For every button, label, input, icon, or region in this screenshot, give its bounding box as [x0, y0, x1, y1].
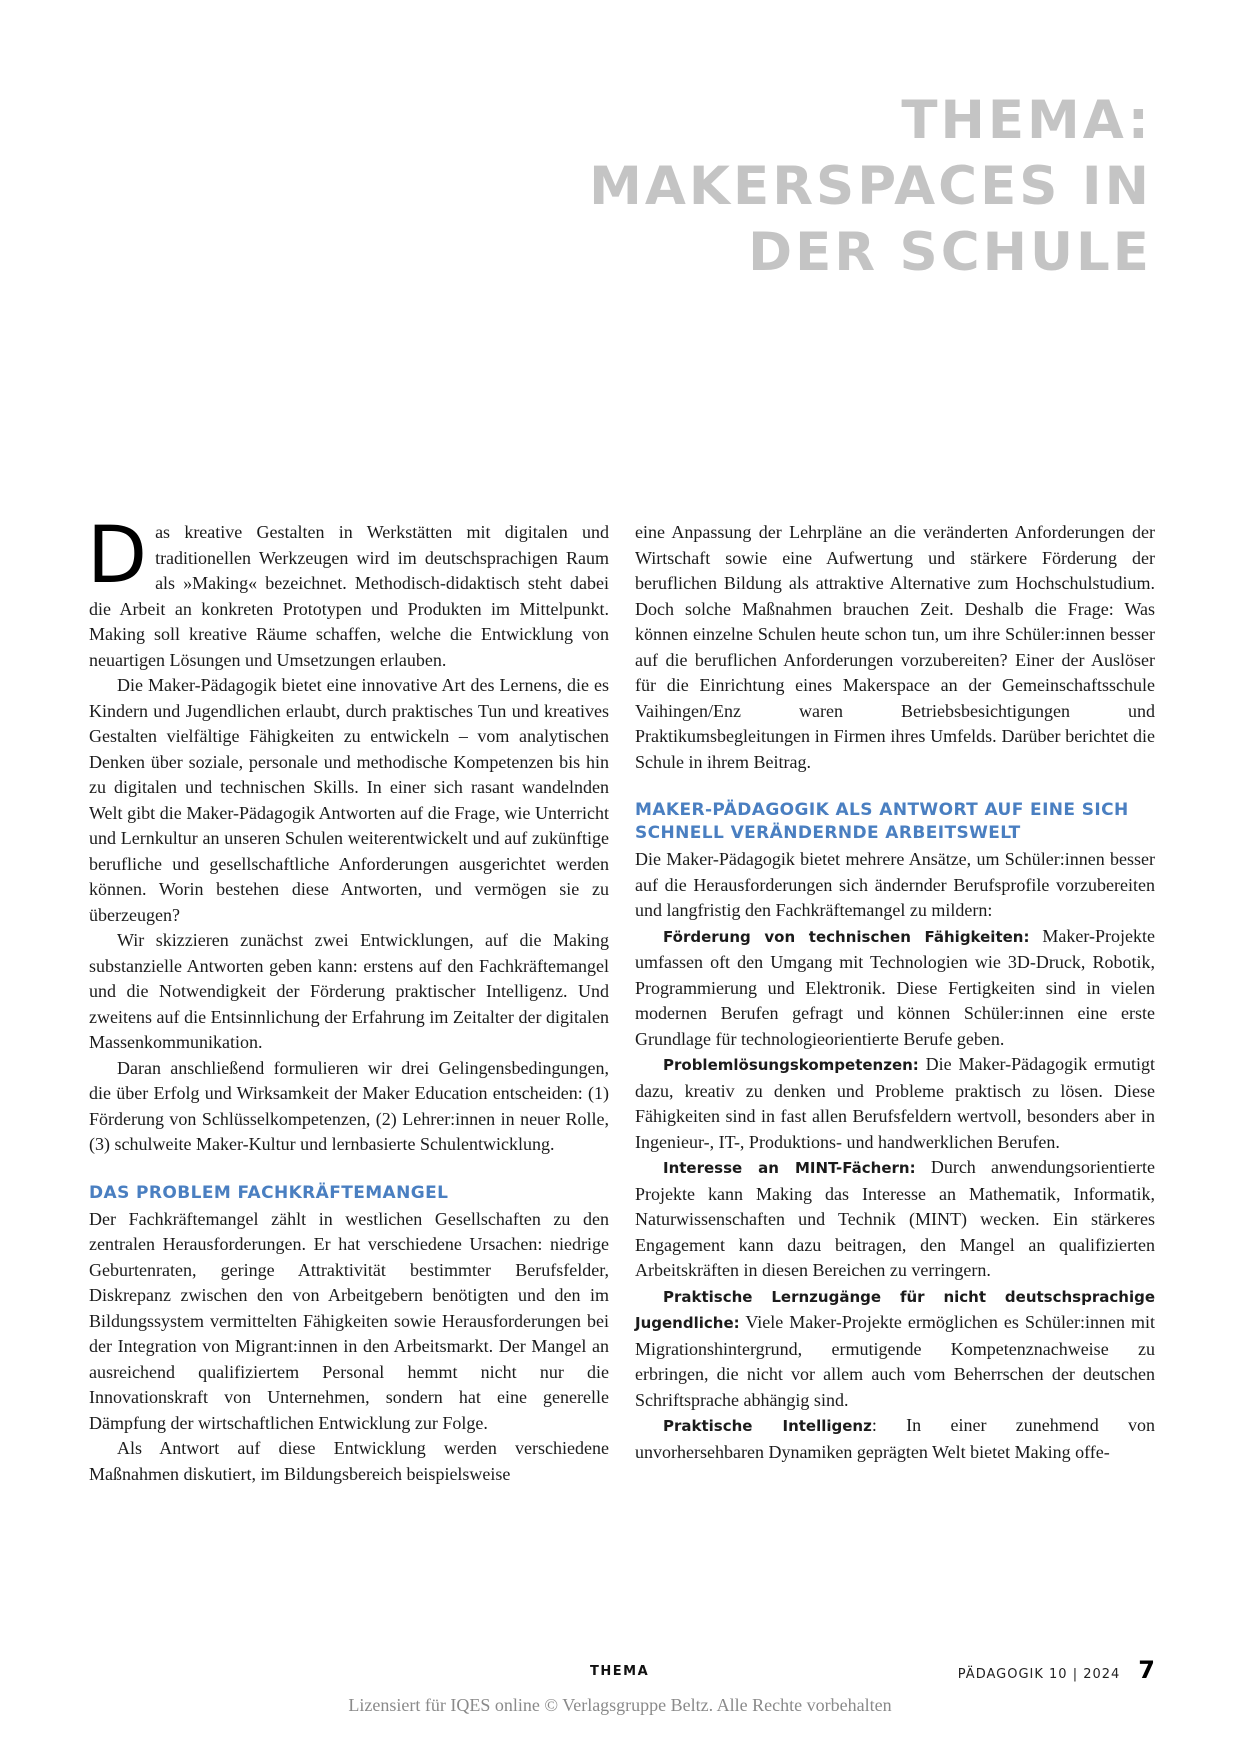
footer-issue-and-page — [958, 1656, 1155, 1684]
page-number: 7 — [1138, 1656, 1155, 1684]
paragraph: Die Maker-Pädagogik bietet mehrere Ansätze, um Schüler:innen besser auf die Herausforderungen sich ändernder Berufsprofile vorzubereiten und langfristig den Fachkräftemangel zu mildern: — [635, 849, 1155, 920]
item-text: Maker-Projekte umfassen oft den Umgang mit Technologien wie 3D-Druck, Robotik, Programmierung und Elektronik. Diese Fertigkeiten sind in vielen modernen Berufen gefragt und können Schüler:innen eine erste Grundlage für technologieorientierte Berufe geben. — [635, 925, 1155, 1049]
footer — [89, 1656, 1155, 1686]
item-label: Praktische Lernzugänge für nicht deutschsprachige Jugendliche: — [635, 1287, 1155, 1332]
item-text: Viele Maker-Projekte ermöglichen es Schüler:innen mit Migrationshintergrund, ermutigende Kompetenznachweise zu erbringen, die nicht vor allem auch vom Beherrschen der deutschen Schriftsprache abhängig sind. — [635, 1312, 1155, 1410]
paragraph: Der Fachkräftemangel zählt in westlichen Gesellschaften zu den zentralen Herausforderungen. Er hat verschiedene Ursachen: niedrige Geburtenraten, geringe Attraktivität bestimmter Berufsfelder, Diskrepanz zwischen den von Arbeitgebern benötigten und den im Bildungssystem vermittelten Fähigkeiten sowie Herausforderungen bei der Integration von Migrant:innen in den Arbeitsmarkt. Der Mangel an ausreichend qualifiziertem Personal hemmt nicht nur die Innovationskraft von Unternehmen, sondern hat eine generelle Dämpfung der wirtschaftlichen Entwicklung zur Folge. — [89, 1208, 609, 1433]
list-item — [635, 1413, 1155, 1465]
item-label: Problemlösungskompetenzen: — [663, 1056, 919, 1074]
title-line-3: DER SCHULE — [748, 222, 1152, 283]
list-item — [635, 1155, 1155, 1284]
item-label: Praktische Intelligenz — [663, 1417, 872, 1435]
title-line-2: MAKERSPACES IN — [589, 156, 1152, 217]
paragraph: Als Antwort auf diese Entwicklung werden verschiedene Maßnahmen diskutiert, im Bildungsbereich beispielsweise — [89, 1438, 609, 1484]
paragraph: Daran anschließend formulieren wir drei Gelingensbedingungen, die über Erfolg und Wirksamkeit der Maker Education entscheiden: (1) Förderung von Schlüsselkompetenzen, (2) Lehrer:innen in neuer Rolle, (3) schulweite Maker-Kultur und lernbasierte Schulentwicklung. — [89, 1057, 609, 1154]
item-label: Interesse an MINT-Fächern: — [663, 1159, 916, 1177]
section-heading: MAKER-PÄDAGOGIK ALS ANTWORT AUF EINE SICH SCHNELL VERÄNDERNDE ARBEITSWELT — [635, 800, 1129, 843]
section-heading: DAS PROBLEM FACHKRÄFTEMANGEL — [89, 1182, 449, 1203]
item-text: : In einer zunehmend von unvorhersehbaren Dynamiken geprägten Welt bietet Making offe- — [635, 1415, 1156, 1462]
dropcap: D — [87, 511, 148, 601]
paragraph: Die Maker-Pädagogik bietet eine innovative Art des Lernens, die es Kindern und Jugendlichen erlaubt, durch praktisches Tun und kreatives Gestalten vielfältige Fähigkeiten zu entwickeln – vom analytischen Denken über soziale, personale und methodische Kompetenzen bis hin zu digitalen und technischen Skills. In einer sich rasant wandelnden Welt gibt die Maker-Pädagogik Antworten auf die Frage, wie Unterricht und Lernkultur an unseren Schulen weiterentwickelt und auf zukünftige berufliche und gesellschaftliche Anforderungen ausgerichtet werden können. Worin bestehen diese Antworten, und vermögen sie zu überzeugen? — [89, 675, 609, 925]
paragraph-text: as kreative Gestalten in Werkstätten mit digitalen und traditionellen Werkzeugen wird im deutschsprachigen Raum als »Making« bezeichnet. Methodisch-didaktisch steht dabei die Arbeit an konkreten Prototypen und Produkten im Mittelpunkt. Making soll kreative Räume schaffen, welche die Entwicklung von neuartigen Lösungen und Umsetzungen erlauben. — [89, 522, 609, 670]
list-item — [635, 1052, 1155, 1155]
paragraph: eine Anpassung der Lehrpläne an die veränderten Anforderungen der Wirtschaft sowie eine Aufwertung und stärkere Förderung der beruflichen Bildung als attraktive Alternative zum Hochschulstudium. Doch solche Maßnahmen brauchen Zeit. Deshalb die Frage: Was können einzelne Schulen heute schon tun, um ihre Schüler:innen besser auf die beruflichen Anforderungen vorzubereiten? Einer der Auslöser für die Einrichtung eines Makerspace an der Gemeinschaftsschule Vaihingen/Enz waren Betriebsbesichtigungen und Praktikumsbegleitungen in Firmen ihres Umfelds. Darüber berichtet die Schule in ihrem Beitrag. — [635, 522, 1155, 772]
left-column — [87, 511, 609, 1487]
title-line-1: THEMA: — [901, 90, 1152, 151]
item-label: Förderung von technischen Fähigkeiten: — [663, 927, 1030, 946]
license-notice: Lizensiert für IQES online © Verlagsgruppe Beltz. Alle Rechte vorbehalten — [348, 1695, 892, 1715]
list-item — [635, 924, 1155, 1053]
item-text: Die Maker-Pädagogik ermutigt dazu, kreativ zu denken und Probleme praktisch zu lösen. Diese Fähigkeiten sind in fast allen Berufsfeldern wertvoll, besonders aber in Ingenieur-, IT-, Produktions- und handwerklichen Berufen. — [635, 1054, 1155, 1152]
intro-paragraph — [87, 511, 609, 673]
right-column — [635, 520, 1155, 1465]
list-item — [635, 1284, 1155, 1414]
paragraph: Wir skizzieren zunächst zwei Entwicklungen, auf die Making substanzielle Antworten geben kann: erstens auf den Fachkräftemangel und die Notwendigkeit der Förderung praktischer Intelligenz. Und zweitens auf die Entsinnlichung der Erfahrung im Zeitalter der digitalen Massenkommunikation. — [89, 930, 609, 1052]
item-text: Durch anwendungsorientierte Projekte kann Making das Interesse an Mathematik, Informatik, Naturwissenschaften und Technik (MINT) wecken. Ein stärkeres Engagement kann dazu beitragen, den Mangel an qualifizierten Arbeitskräften in diesen Bereichen zu verringern. — [635, 1157, 1155, 1280]
footer-issue: PÄDAGOGIK 10 | 2024 — [957, 1667, 1121, 1682]
footer-section-label: THEMA — [590, 1664, 650, 1679]
page-title — [589, 88, 1152, 286]
